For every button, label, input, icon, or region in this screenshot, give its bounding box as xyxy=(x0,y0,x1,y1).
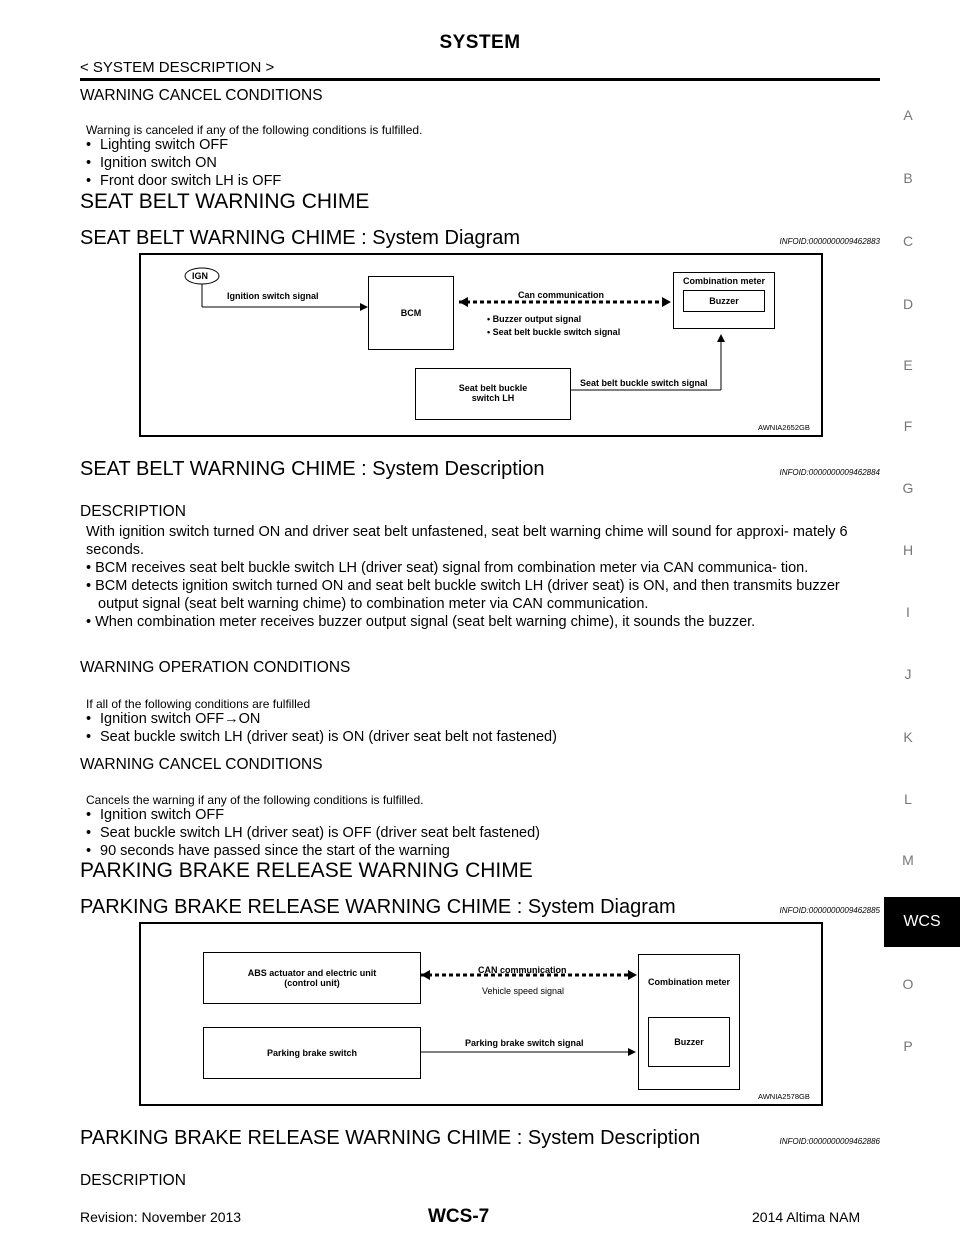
page-number: WCS-7 xyxy=(428,1206,490,1227)
side-index-o[interactable]: O xyxy=(902,976,914,992)
ignition-switch-signal-label: Ignition switch signal xyxy=(227,291,319,301)
combination-meter-box xyxy=(673,272,775,329)
seat-belt-buckle-switch-box xyxy=(415,368,571,420)
parking-diagram-infoid: INFOID:0000000009462885 xyxy=(779,906,880,915)
side-index-i[interactable]: I xyxy=(906,604,910,620)
vehicle-speed-signal-label: Vehicle speed signal xyxy=(482,986,565,996)
diagram-code: AWNIA2578GB xyxy=(758,1092,810,1101)
combination-meter-label: Combination meter xyxy=(682,276,765,286)
side-index-e[interactable]: E xyxy=(903,357,913,373)
seatbelt-desc-infoid: INFOID:0000000009462884 xyxy=(779,468,880,477)
parking-brake-switch-box: Parking brake switch xyxy=(203,1027,421,1079)
side-index-j[interactable]: J xyxy=(904,666,912,682)
buzzer-output-signal-label: • Buzzer output signal xyxy=(487,314,582,324)
description-paragraph: With ignition switch turned ON and driver seat belt unfastened, seat belt warning chime will sound for approxi- mately 6 seconds. xyxy=(86,524,848,558)
buckle-switch-label-1: Seat belt buckle xyxy=(458,383,528,393)
list-item: • Lighting switch OFF xyxy=(86,137,229,153)
side-index-h[interactable]: H xyxy=(902,542,914,558)
description-label: DESCRIPTION xyxy=(80,503,186,520)
parking-title: PARKING BRAKE RELEASE WARNING CHIME xyxy=(80,859,533,882)
side-index-wcs-active[interactable]: WCS xyxy=(884,897,960,947)
seatbelt-system-diagram xyxy=(139,253,823,437)
operation-conditions-heading: WARNING OPERATION CONDITIONS xyxy=(80,659,351,676)
side-index-g[interactable]: G xyxy=(902,480,914,496)
side-index-p[interactable]: P xyxy=(903,1038,913,1054)
list-item: • BCM receives seat belt buckle switch LH (driver seat) signal from combination meter via CAN communica- tion. xyxy=(86,560,809,576)
parking-desc-infoid: INFOID:0000000009462886 xyxy=(779,1137,880,1146)
seatbelt-cancel-heading: WARNING CANCEL CONDITIONS xyxy=(80,756,323,773)
seatbelt-desc-heading: SEAT BELT WARNING CHIME : System Description xyxy=(80,458,545,480)
combination-meter-box xyxy=(638,954,740,1090)
section-breadcrumb: < SYSTEM DESCRIPTION > xyxy=(80,59,275,76)
cancel-conditions-heading: WARNING CANCEL CONDITIONS xyxy=(80,87,323,104)
abs-unit-label-2: (control unit) xyxy=(284,978,340,988)
list-item: • When combination meter receives buzzer output signal (seat belt warning chime), it sounds the buzzer. xyxy=(86,614,756,630)
parking-diagram-heading: PARKING BRAKE RELEASE WARNING CHIME : System Diagram xyxy=(80,896,676,918)
buckle-switch-signal-label: Seat belt buckle switch signal xyxy=(580,378,708,388)
seatbelt-title: SEAT BELT WARNING CHIME xyxy=(80,190,370,213)
list-item: • Front door switch LH is OFF xyxy=(86,173,282,189)
abs-unit-label-1: ABS actuator and electric unit xyxy=(247,968,377,978)
buzzer-box: Buzzer xyxy=(648,1017,730,1067)
side-index-b[interactable]: B xyxy=(903,170,913,186)
parking-description-label: DESCRIPTION xyxy=(80,1172,186,1189)
side-index-m[interactable]: M xyxy=(902,852,914,868)
list-item: • Seat buckle switch LH (driver seat) is ON (driver seat belt not fastened) xyxy=(86,729,557,745)
operation-conditions-intro: If all of the following conditions are fulfilled xyxy=(86,697,311,711)
list-item: • 90 seconds have passed since the start of the warning xyxy=(86,843,450,859)
side-index-d[interactable]: D xyxy=(902,296,914,312)
combination-meter-label: Combination meter xyxy=(647,977,730,987)
cancel-conditions-intro: Warning is canceled if any of the following conditions is fulfilled. xyxy=(86,123,423,137)
list-item: • Ignition switch OFF xyxy=(86,807,225,823)
side-index-l[interactable]: L xyxy=(904,791,912,807)
list-item: • Ignition switch ON xyxy=(86,155,217,171)
seatbelt-cancel-intro: Cancels the warning if any of the following conditions is fulfilled. xyxy=(86,793,424,807)
buzzer-box: Buzzer xyxy=(683,290,765,312)
seatbelt-description xyxy=(86,523,882,631)
seatbelt-diagram-infoid: INFOID:0000000009462883 xyxy=(779,237,880,246)
list-item: • Seat buckle switch LH (driver seat) is OFF (driver seat belt fastened) xyxy=(86,825,540,841)
side-index-c[interactable]: C xyxy=(902,233,914,249)
bcm-box: BCM xyxy=(368,276,454,350)
model-year: 2014 Altima NAM xyxy=(752,1209,861,1225)
page-title: SYSTEM xyxy=(439,32,521,53)
list-item: • BCM detects ignition switch turned ON and seat belt buckle switch LH (driver seat) is ON, and then transmits buzzer output signal (seat belt warning chime) to combination meter via CAN communication. xyxy=(86,578,840,612)
buckle-switch-signal-can-label: • Seat belt buckle switch signal xyxy=(487,327,621,337)
seatbelt-diagram-heading: SEAT BELT WARNING CHIME : System Diagram xyxy=(80,227,521,249)
ign-label: IGN xyxy=(192,271,209,281)
parking-system-diagram xyxy=(139,922,823,1106)
list-item: • Ignition switch OFF→ON xyxy=(86,711,261,727)
header-rule xyxy=(80,78,880,81)
side-index-f[interactable]: F xyxy=(903,418,913,434)
revision-date: Revision: November 2013 xyxy=(80,1209,242,1225)
can-communication-label: Can communication xyxy=(518,290,605,300)
side-index-k[interactable]: K xyxy=(903,729,913,745)
buckle-switch-label-2: switch LH xyxy=(471,393,515,403)
abs-unit-box xyxy=(203,952,421,1004)
parking-desc-heading: PARKING BRAKE RELEASE WARNING CHIME : System Description xyxy=(80,1127,701,1149)
diagram-code: AWNIA2652GB xyxy=(758,423,810,432)
can-communication-label: CAN communication xyxy=(478,965,567,975)
parking-brake-switch-signal-label: Parking brake switch signal xyxy=(465,1038,584,1048)
side-index-a[interactable]: A xyxy=(903,107,913,123)
